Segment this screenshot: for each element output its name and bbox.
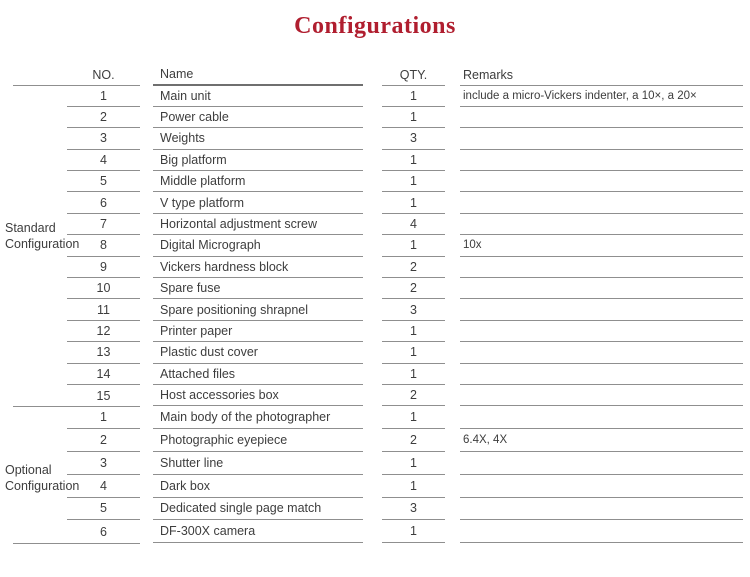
qty-cell: 1 [382,235,445,256]
remarks-cell [460,299,743,320]
qty-cell: 3 [382,299,445,320]
qty-cell: 3 [382,128,445,149]
qty-cell: 1 [382,171,445,192]
name-cell: Dedicated single page match [153,498,363,521]
remarks-cell [460,128,743,149]
name-cell: Digital Micrograph [153,235,363,256]
name-cell: Printer paper [153,321,363,342]
section-label-line: Configuration [5,236,80,251]
remarks-cell [460,107,743,128]
remarks-cell [460,257,743,278]
remarks-cell [460,214,743,235]
remarks-cell [460,520,743,543]
name-cell: Spare fuse [153,278,363,299]
qty-cell: 1 [382,321,445,342]
remarks-cell [460,498,743,521]
qty-cell: 1 [382,520,445,543]
no-cell: 7 [67,214,140,235]
remarks-cell [460,364,743,385]
no-cell: 3 [67,452,140,475]
section-divider-bottom [13,543,140,544]
no-cell: 10 [67,278,140,299]
no-cell: 3 [67,128,140,149]
no-cell: 15 [96,388,111,403]
name-cell: Horizontal adjustment screw [153,214,363,235]
qty-cell: 3 [382,498,445,521]
qty-cell: 2 [382,278,445,299]
col-no [67,65,140,543]
qty-cell: 1 [382,406,445,429]
no-cell: 8 [67,235,140,256]
name-cell: Photographic eyepiece [153,429,363,452]
remarks-cell [460,278,743,299]
remarks-cell [460,406,743,429]
section-label-line: Optional [5,463,52,477]
no-cell: 2 [67,107,140,128]
col-qty [382,65,445,543]
remarks-cell [460,321,743,342]
qty-cell: 2 [382,257,445,278]
name-cell: Power cable [153,107,363,128]
name-cell: Host accessories box [153,385,363,406]
name-cell: Middle platform [153,171,363,192]
no-cell: 11 [67,299,140,320]
header-name: Name [153,65,363,86]
remarks-cell [460,192,743,213]
section-label-line: Configuration [5,478,80,493]
name-cell: V type platform [153,192,363,213]
qty-cell: 1 [382,107,445,128]
no-cell: 5 [67,171,140,192]
remarks-cell [460,150,743,171]
qty-cell: 1 [382,150,445,171]
name-cell: Vickers hardness block [153,257,363,278]
remarks-cell [460,475,743,498]
no-cell: 6 [100,524,107,539]
no-cell: 12 [67,321,140,342]
name-cell: Attached files [153,364,363,385]
qty-cell: 1 [382,342,445,363]
name-cell: Dark box [153,475,363,498]
name-cell: Main unit [153,86,363,107]
col-remarks [460,65,743,543]
page-title: Configurations [294,13,456,39]
remarks-cell [460,171,743,192]
section-label-line: Standard [5,221,56,235]
header-remarks: Remarks [460,65,743,86]
col-name [153,65,363,543]
no-cell: 4 [67,150,140,171]
qty-cell: 1 [382,364,445,385]
remarks-cell: 6.4X, 4X [460,429,743,452]
no-cell: 14 [67,364,140,385]
header-no: NO. [92,68,115,83]
qty-cell: 1 [382,452,445,475]
remarks-cell [460,385,743,406]
no-cell: 5 [67,498,140,521]
no-cell: 4 [67,475,140,498]
qty-cell: 4 [382,214,445,235]
name-cell: Weights [153,128,363,149]
remarks-cell: 10x [460,235,743,256]
no-cell: 1 [67,86,140,107]
configurations-table [0,65,750,555]
qty-cell: 1 [382,475,445,498]
no-cell: 9 [67,257,140,278]
remarks-cell [460,342,743,363]
qty-cell: 1 [382,86,445,107]
no-cell: 2 [67,429,140,452]
no-cell: 13 [67,342,140,363]
name-cell: Plastic dust cover [153,342,363,363]
header-qty: QTY. [382,65,445,86]
qty-cell: 1 [382,192,445,213]
name-cell: DF-300X camera [153,520,363,543]
name-cell: Spare positioning shrapnel [153,299,363,320]
qty-cell: 2 [382,429,445,452]
name-cell: Shutter line [153,452,363,475]
qty-cell: 2 [382,385,445,406]
no-cell: 1 [67,406,140,429]
remarks-cell: include a micro-Vickers indenter, a 10×, a 20× [460,86,743,107]
remarks-cell [460,452,743,475]
name-cell: Main body of the photographer [153,406,363,429]
name-cell: Big platform [153,150,363,171]
no-cell: 6 [67,192,140,213]
